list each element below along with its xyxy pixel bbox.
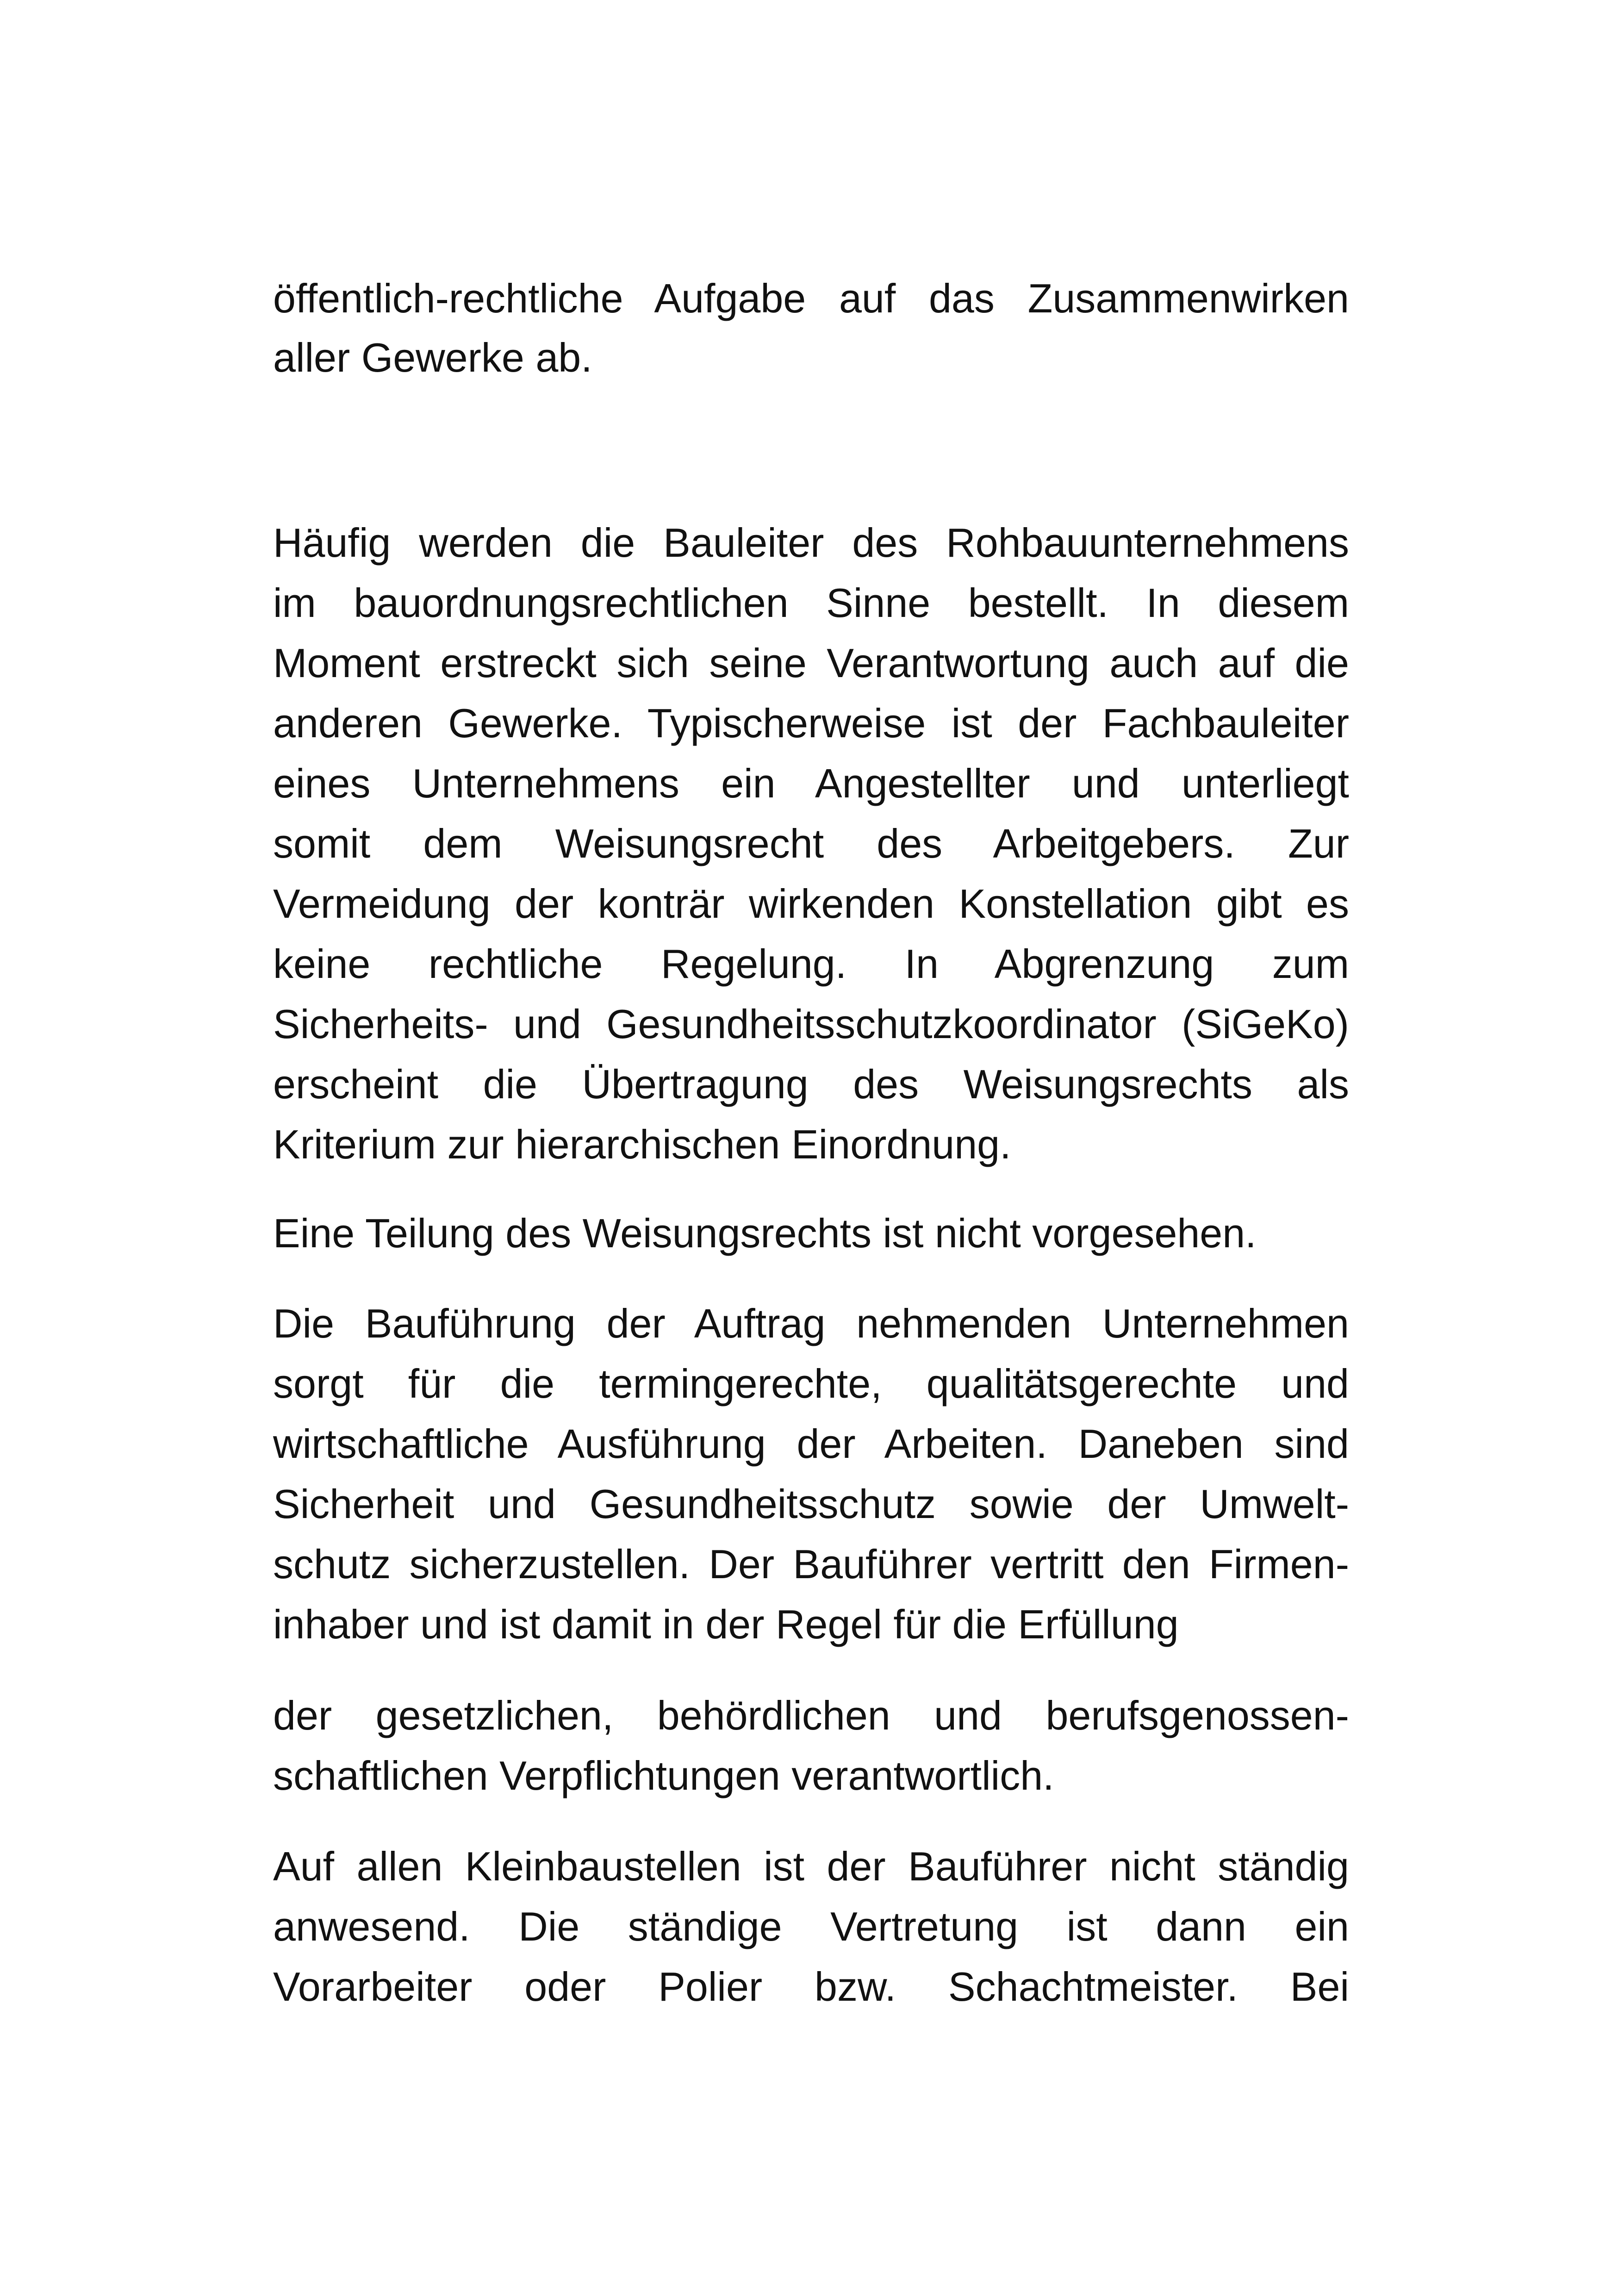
text-line: Häufig werden die Bauleiter des Rohbauunternehmens <box>273 520 1349 566</box>
text-line: aller Gewerke ab. <box>273 335 592 380</box>
text-line: keine rechtliche Regelung. In Abgrenzung zum <box>273 941 1349 987</box>
text-line: Vermeidung der konträr wirkenden Konstellation gibt es <box>273 881 1349 927</box>
text-line: sorgt für die termingerechte, qualitätsgerechte und <box>273 1361 1349 1406</box>
text-line: anwesend. Die ständige Vertretung ist dann ein <box>273 1904 1349 1949</box>
text-line: im bauordnungsrechtlichen Sinne bestellt. In diesem <box>273 580 1349 626</box>
text-line: Moment erstreckt sich seine Verantwortung auch auf die <box>273 640 1349 686</box>
text-line: eines Unternehmens ein Angestellter und unterliegt <box>273 760 1349 806</box>
text-line: inhaber und ist damit in der Regel für die Erfüllung <box>273 1601 1179 1647</box>
text-line: Vorarbeiter oder Polier bzw. Schachtmeister. Bei <box>273 1964 1349 2010</box>
text-line: Die Bauführung der Auftrag nehmenden Unternehmen <box>273 1300 1349 1346</box>
text-line: Kriterium zur hierarchischen Einordnung. <box>273 1121 1011 1167</box>
text-line: öffentlich-rechtliche Aufgabe auf das Zusammenwirken <box>273 275 1349 321</box>
text-line: erscheint die Übertragung des Weisungsrechts als <box>273 1061 1349 1107</box>
text-line: Auf allen Kleinbaustellen ist der Bauführer nicht ständig <box>273 1843 1349 1889</box>
text-line: wirtschaftliche Ausführung der Arbeiten. Daneben sind <box>273 1421 1349 1467</box>
text-line: schaftlichen Verpflichtungen verantwortlich. <box>273 1753 1054 1798</box>
text-line: Sicherheits- und Gesundheitsschutzkoordinator (SiGeKo) <box>273 1001 1349 1047</box>
text-line: der gesetzlichen, behördlichen und berufsgenossen- <box>273 1692 1349 1738</box>
text-line: somit dem Weisungsrecht des Arbeitgebers. Zur <box>273 821 1349 866</box>
text-line: anderen Gewerke. Typischerweise ist der Fachbauleiter <box>273 700 1349 746</box>
text-line: Eine Teilung des Weisungsrechts ist nicht vorgesehen. <box>273 1210 1257 1256</box>
text-line: Sicherheit und Gesundheitsschutz sowie der Umwelt- <box>273 1481 1349 1527</box>
text-line: schutz sicherzustellen. Der Bauführer vertritt den Firmen- <box>273 1541 1349 1587</box>
